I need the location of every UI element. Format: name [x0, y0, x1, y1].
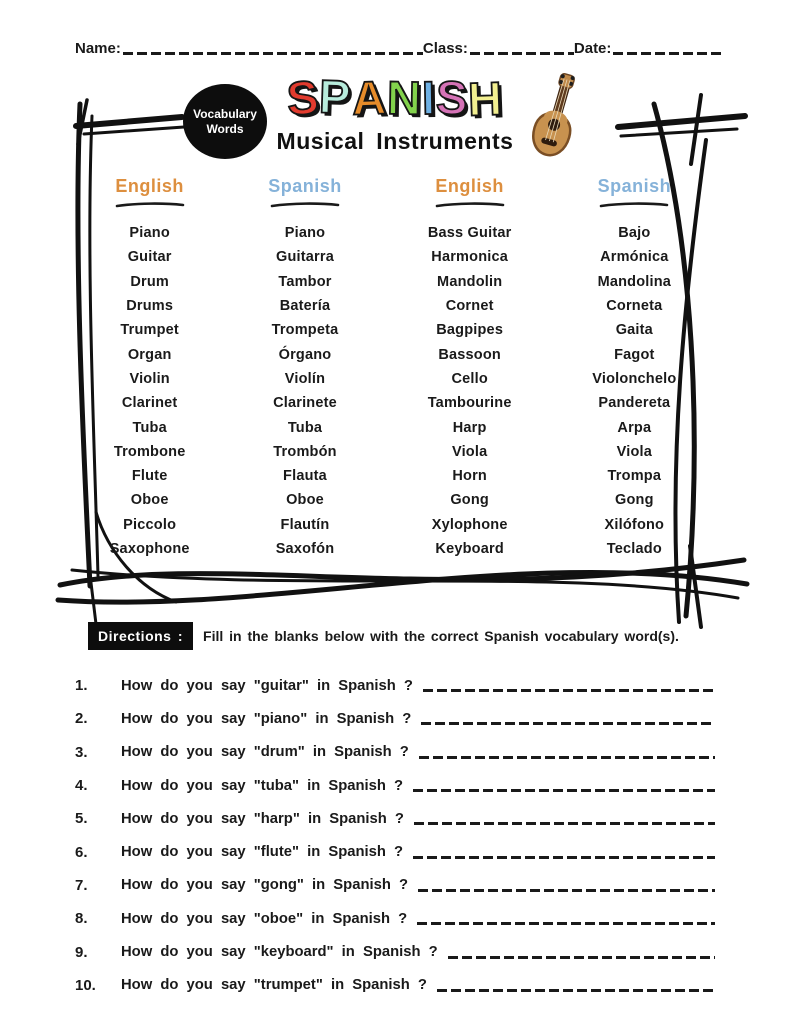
question-number: 1. — [75, 677, 88, 695]
directions-row — [88, 622, 718, 650]
title-letter: H — [467, 71, 504, 126]
question-row — [75, 869, 715, 902]
vocab-word: Arpa — [617, 419, 652, 436]
vocab-column — [227, 176, 382, 561]
vocab-word: Bassoon — [438, 346, 501, 363]
vocab-word: Cornet — [445, 298, 494, 315]
answer-blank[interactable] — [414, 822, 715, 825]
answer-blank[interactable] — [437, 989, 715, 992]
question-number: 3. — [75, 743, 88, 761]
answer-blank[interactable] — [421, 722, 715, 725]
question-row — [75, 669, 715, 702]
vocab-word: Bajo — [618, 225, 651, 242]
vocab-word: Piccolo — [123, 516, 177, 533]
questions-list — [75, 669, 715, 1002]
vocab-word: Drum — [130, 273, 169, 290]
vocab-column — [72, 176, 227, 561]
vocab-table — [72, 176, 712, 561]
answer-blank[interactable] — [413, 789, 715, 792]
ukulele-icon — [522, 72, 590, 169]
answer-blank[interactable] — [419, 756, 715, 759]
badge-line1: Vocabulary — [193, 106, 257, 121]
question-number: 9. — [75, 943, 88, 961]
vocab-word: Xilófono — [604, 516, 665, 533]
answer-blank[interactable] — [418, 889, 715, 892]
vocab-column-header: English — [435, 176, 504, 196]
answer-blank[interactable] — [448, 956, 715, 959]
name-blank[interactable] — [123, 52, 423, 55]
vocab-word: Keyboard — [435, 541, 504, 557]
vocab-word: Mandolin — [437, 273, 503, 290]
vocab-word: Trombone — [113, 443, 186, 460]
name-class-date-row — [75, 40, 723, 57]
vocab-word: Tuba — [287, 419, 323, 436]
question-text: How do you say "flute" in Spanish ? — [121, 844, 404, 861]
question-row — [75, 902, 715, 935]
question-row — [75, 736, 715, 769]
vocab-word: Gaita — [615, 322, 653, 339]
date-blank[interactable] — [613, 52, 723, 55]
vocab-word: Oboe — [286, 492, 324, 509]
vocab-column-header: Spanish — [268, 176, 342, 196]
title-letter: S — [285, 69, 322, 126]
vocab-word: Flautín — [280, 516, 330, 533]
question-number: 7. — [75, 876, 88, 894]
question-number: 8. — [75, 910, 88, 928]
vocab-word: Órgano — [278, 346, 332, 363]
question-number: 10. — [75, 976, 96, 994]
question-text: How do you say "piano" in Spanish ? — [121, 710, 412, 727]
vocab-word: Guitarra — [275, 249, 334, 266]
vocab-word: Gong — [450, 492, 489, 509]
vocab-word: Corneta — [606, 298, 663, 315]
vocab-word: Flute — [131, 468, 168, 485]
vocab-word: Armónica — [600, 249, 669, 266]
vocab-word: Trompa — [607, 468, 662, 485]
vocab-word: Clarinete — [273, 395, 337, 412]
vocab-word: Saxophone — [109, 541, 190, 557]
question-row — [75, 802, 715, 835]
vocab-word: Harp — [452, 419, 487, 436]
question-row — [75, 769, 715, 802]
question-text: How do you say "guitar" in Spanish ? — [121, 677, 413, 694]
title-subtitle: Musical Instruments — [276, 128, 514, 154]
question-row — [75, 702, 715, 735]
vocab-word: Tambor — [278, 273, 332, 290]
vocab-word: Tambourine — [427, 395, 512, 412]
vocab-word: Violin — [129, 370, 170, 387]
vocab-word: Xylophone — [431, 516, 508, 533]
vocab-word: Teclado — [606, 541, 662, 557]
title-spanish — [270, 70, 520, 126]
question-number: 2. — [75, 710, 88, 728]
header-underline — [115, 201, 185, 209]
question-text: How do you say "gong" in Spanish ? — [121, 877, 409, 894]
title-letter: A — [350, 70, 388, 125]
vocab-word: Viola — [451, 443, 488, 460]
vocab-word: Cello — [451, 370, 488, 387]
question-row — [75, 835, 715, 868]
name-label: Name: — [75, 40, 121, 57]
vocab-column-header: Spanish — [597, 176, 672, 196]
question-row — [75, 935, 715, 968]
vocab-word: Horn — [452, 468, 487, 485]
vocab-word: Guitar — [127, 249, 172, 266]
vocab-word: Batería — [279, 298, 331, 315]
class-blank[interactable] — [470, 52, 574, 55]
question-number: 6. — [75, 843, 88, 861]
answer-blank[interactable] — [417, 922, 715, 925]
vocab-column — [557, 176, 712, 561]
vocab-word: Clarinet — [121, 395, 178, 412]
vocabulary-words-badge — [183, 84, 267, 159]
question-text: How do you say "oboe" in Spanish ? — [121, 910, 408, 927]
title-letter: N — [386, 70, 423, 125]
question-number: 4. — [75, 777, 88, 795]
question-text: How do you say "harp" in Spanish ? — [121, 810, 404, 827]
vocab-word: Saxofón — [275, 541, 335, 557]
vocab-word: Trompeta — [271, 322, 339, 339]
question-number: 5. — [75, 810, 88, 828]
title-letter: P — [318, 69, 353, 124]
question-text: How do you say "keyboard" in Spanish ? — [121, 944, 438, 961]
date-label: Date: — [573, 40, 612, 57]
vocab-word: Organ — [127, 346, 172, 363]
vocab-word: Viola — [616, 443, 653, 460]
question-text: How do you say "drum" in Spanish ? — [121, 744, 409, 761]
vocab-word: Drums — [126, 298, 174, 315]
directions-label: Directions : — [88, 622, 193, 650]
title-letter: I — [421, 70, 437, 125]
question-text: How do you say "tuba" in Spanish ? — [121, 777, 404, 794]
answer-blank[interactable] — [423, 689, 715, 692]
title-letter: S — [434, 70, 469, 125]
vocab-word: Bass Guitar — [427, 225, 512, 242]
vocab-column — [383, 176, 557, 561]
vocab-word: Trumpet — [120, 322, 179, 339]
vocab-word: Gong — [615, 492, 654, 509]
vocab-word: Bagpipes — [436, 322, 504, 339]
question-text: How do you say "trumpet" in Spanish ? — [121, 977, 427, 994]
vocab-word: Fagot — [614, 346, 655, 363]
vocab-column-header: English — [115, 176, 184, 196]
vocab-word: Violonchelo — [592, 370, 677, 387]
answer-blank[interactable] — [413, 856, 715, 859]
vocab-word: Piano — [284, 225, 326, 242]
header-underline — [435, 201, 505, 209]
vocab-word: Trombón — [273, 443, 337, 460]
title-block — [270, 70, 520, 155]
vocab-word: Piano — [129, 225, 170, 242]
class-label: Class: — [422, 40, 468, 57]
vocab-word: Flauta — [283, 468, 327, 485]
vocab-word: Mandolina — [597, 273, 672, 290]
vocab-word: Oboe — [130, 492, 169, 509]
badge-line2: Words — [206, 121, 244, 136]
directions-text: Fill in the blanks below with the correct Spanish vocabulary word(s). — [203, 628, 679, 644]
header-underline — [270, 201, 340, 209]
vocab-word: Violín — [284, 370, 326, 387]
vocab-word: Pandereta — [598, 395, 671, 412]
question-row — [75, 969, 715, 1002]
header-underline — [599, 201, 669, 209]
vocab-word: Harmonica — [431, 249, 509, 266]
vocab-word: Tuba — [132, 419, 167, 436]
